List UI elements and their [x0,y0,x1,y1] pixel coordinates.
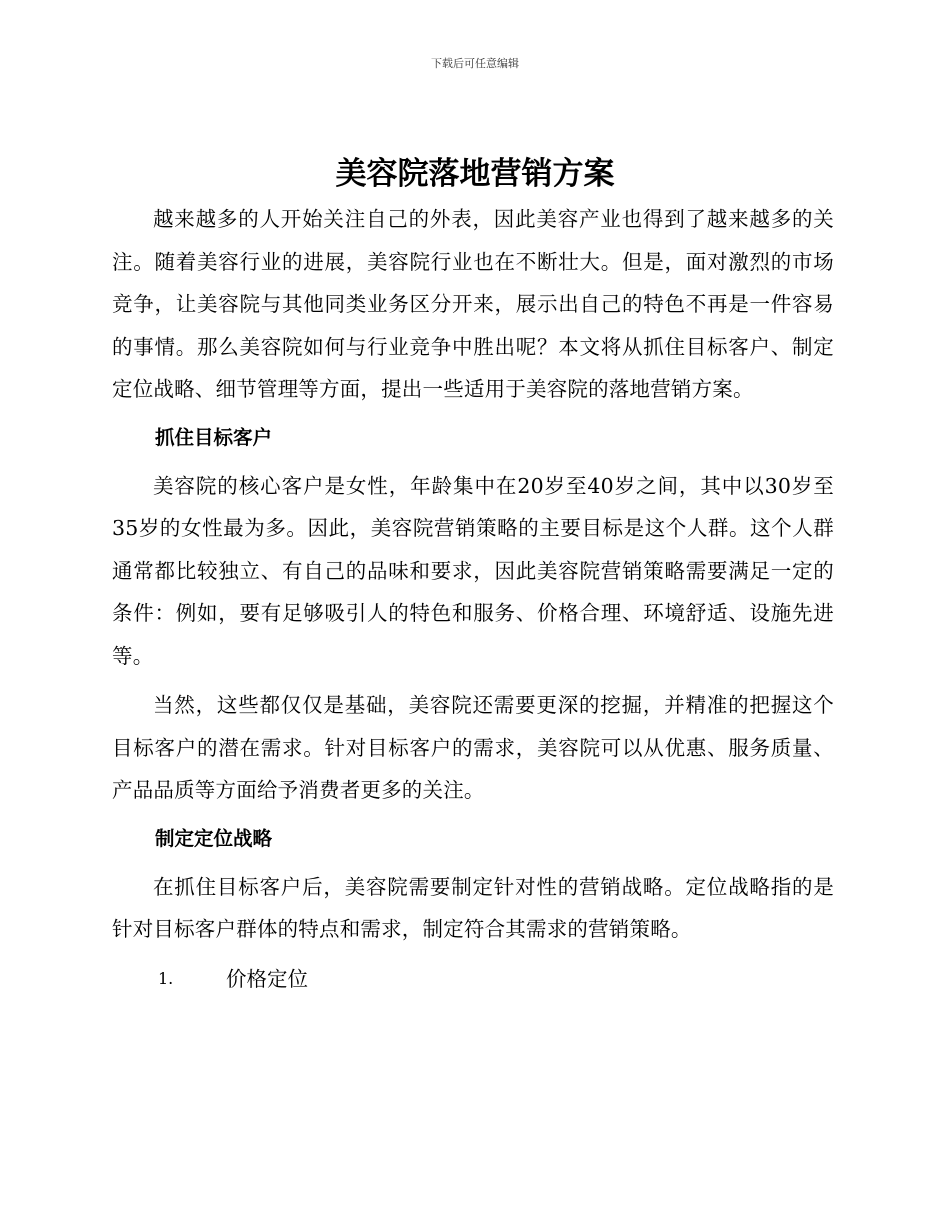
document-body [112,198,834,1000]
section-1-paragraph-2: 当然，这些都仅仅是基础，美容院还需要更深的挖掘，并精准的把握这个目标客户的潜在需求。针对目标客户的需求，美容院可以从优惠、服务质量、产品品质等方面给予消费者更多的关注。 [112,693,834,802]
list-item [112,958,834,1000]
document-title: 美容院落地营销方案 [335,156,615,192]
section-2-paragraph-1: 在抓住目标客户后，美容院需要制定针对性的营销战略。定位战略指的是针对目标客户群体的特点和需求，制定符合其需求的营销策略。 [112,874,834,941]
list-item-number: 1. [158,968,174,988]
section-heading-target-customers: 抓住目标客户 [155,425,273,449]
section-heading-positioning-strategy: 制定定位战略 [155,826,273,850]
header-note: 下载后可任意编辑 [431,57,519,70]
list-item-label: 价格定位 [226,966,308,991]
intro-paragraph: 越来越多的人开始关注自己的外表，因此美容产业也得到了越来越多的关注。随着美容行业的进展，美容院行业也在不断壮大。但是，面对激烈的市场竞争，让美容院与其他同类业务区分开来，展示出自己的特色不再是一件容易的事情。那么美容院如何与行业竞争中胜出呢？本文将从抓住目标客户、制定定位战略、细节管理等方面，提出一些适用于美容院的落地营销方案。 [112,207,834,401]
section-1-paragraph-1: 美容院的核心客户是女性，年龄集中在20岁至40岁之间，其中以30岁至35岁的女性最为多。因此，美容院营销策略的主要目标是这个人群。这个人群通常都比较独立、有自己的品味和要求，因此美容院营销策略需要满足一定的条件：例如，要有足够吸引人的特色和服务、价格合理、环境舒适、设施先进等。 [112,473,834,668]
